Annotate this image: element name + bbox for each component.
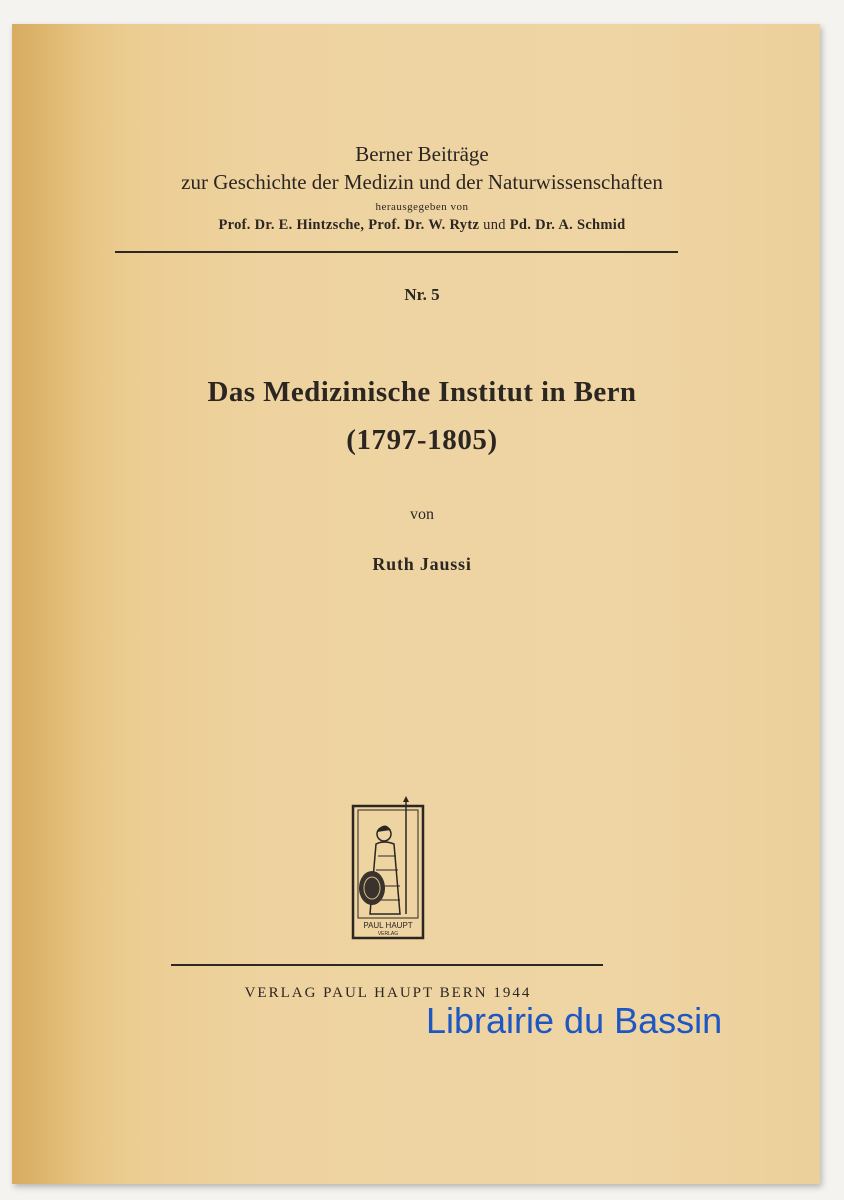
series-title: Berner Beiträge xyxy=(355,142,489,166)
logo-text-line2: VERLAG xyxy=(377,931,399,937)
publisher-imprint: VERLAG PAUL HAUPT BERN 1944 xyxy=(244,985,532,1001)
series-subtitle: zur Geschichte der Medizin und der Naturwissenschaften xyxy=(181,170,663,194)
editors-conjunction: und xyxy=(483,217,506,233)
editors-names-b: Pd. Dr. A. Schmid xyxy=(509,217,626,233)
editors-names-a: Prof. Dr. E. Hintzsche, Prof. Dr. W. Rytz xyxy=(218,217,480,233)
top-divider xyxy=(115,251,678,253)
author-name: Ruth Jaussi xyxy=(372,554,472,574)
book-title: Das Medizinische Institut in Bern xyxy=(207,376,637,408)
volume-number: Nr. 5 xyxy=(404,285,440,304)
editors-intro: herausgegeben von xyxy=(375,201,469,213)
logo-text-line1: PAUL HAUPT xyxy=(363,921,413,930)
editors-line xyxy=(0,217,844,234)
seller-watermark: Librairie du Bassin xyxy=(426,1000,723,1041)
bottom-divider xyxy=(171,964,603,966)
by-label: von xyxy=(410,506,434,523)
publisher-logo xyxy=(350,796,426,942)
book-title-dates: (1797-1805) xyxy=(346,424,498,456)
